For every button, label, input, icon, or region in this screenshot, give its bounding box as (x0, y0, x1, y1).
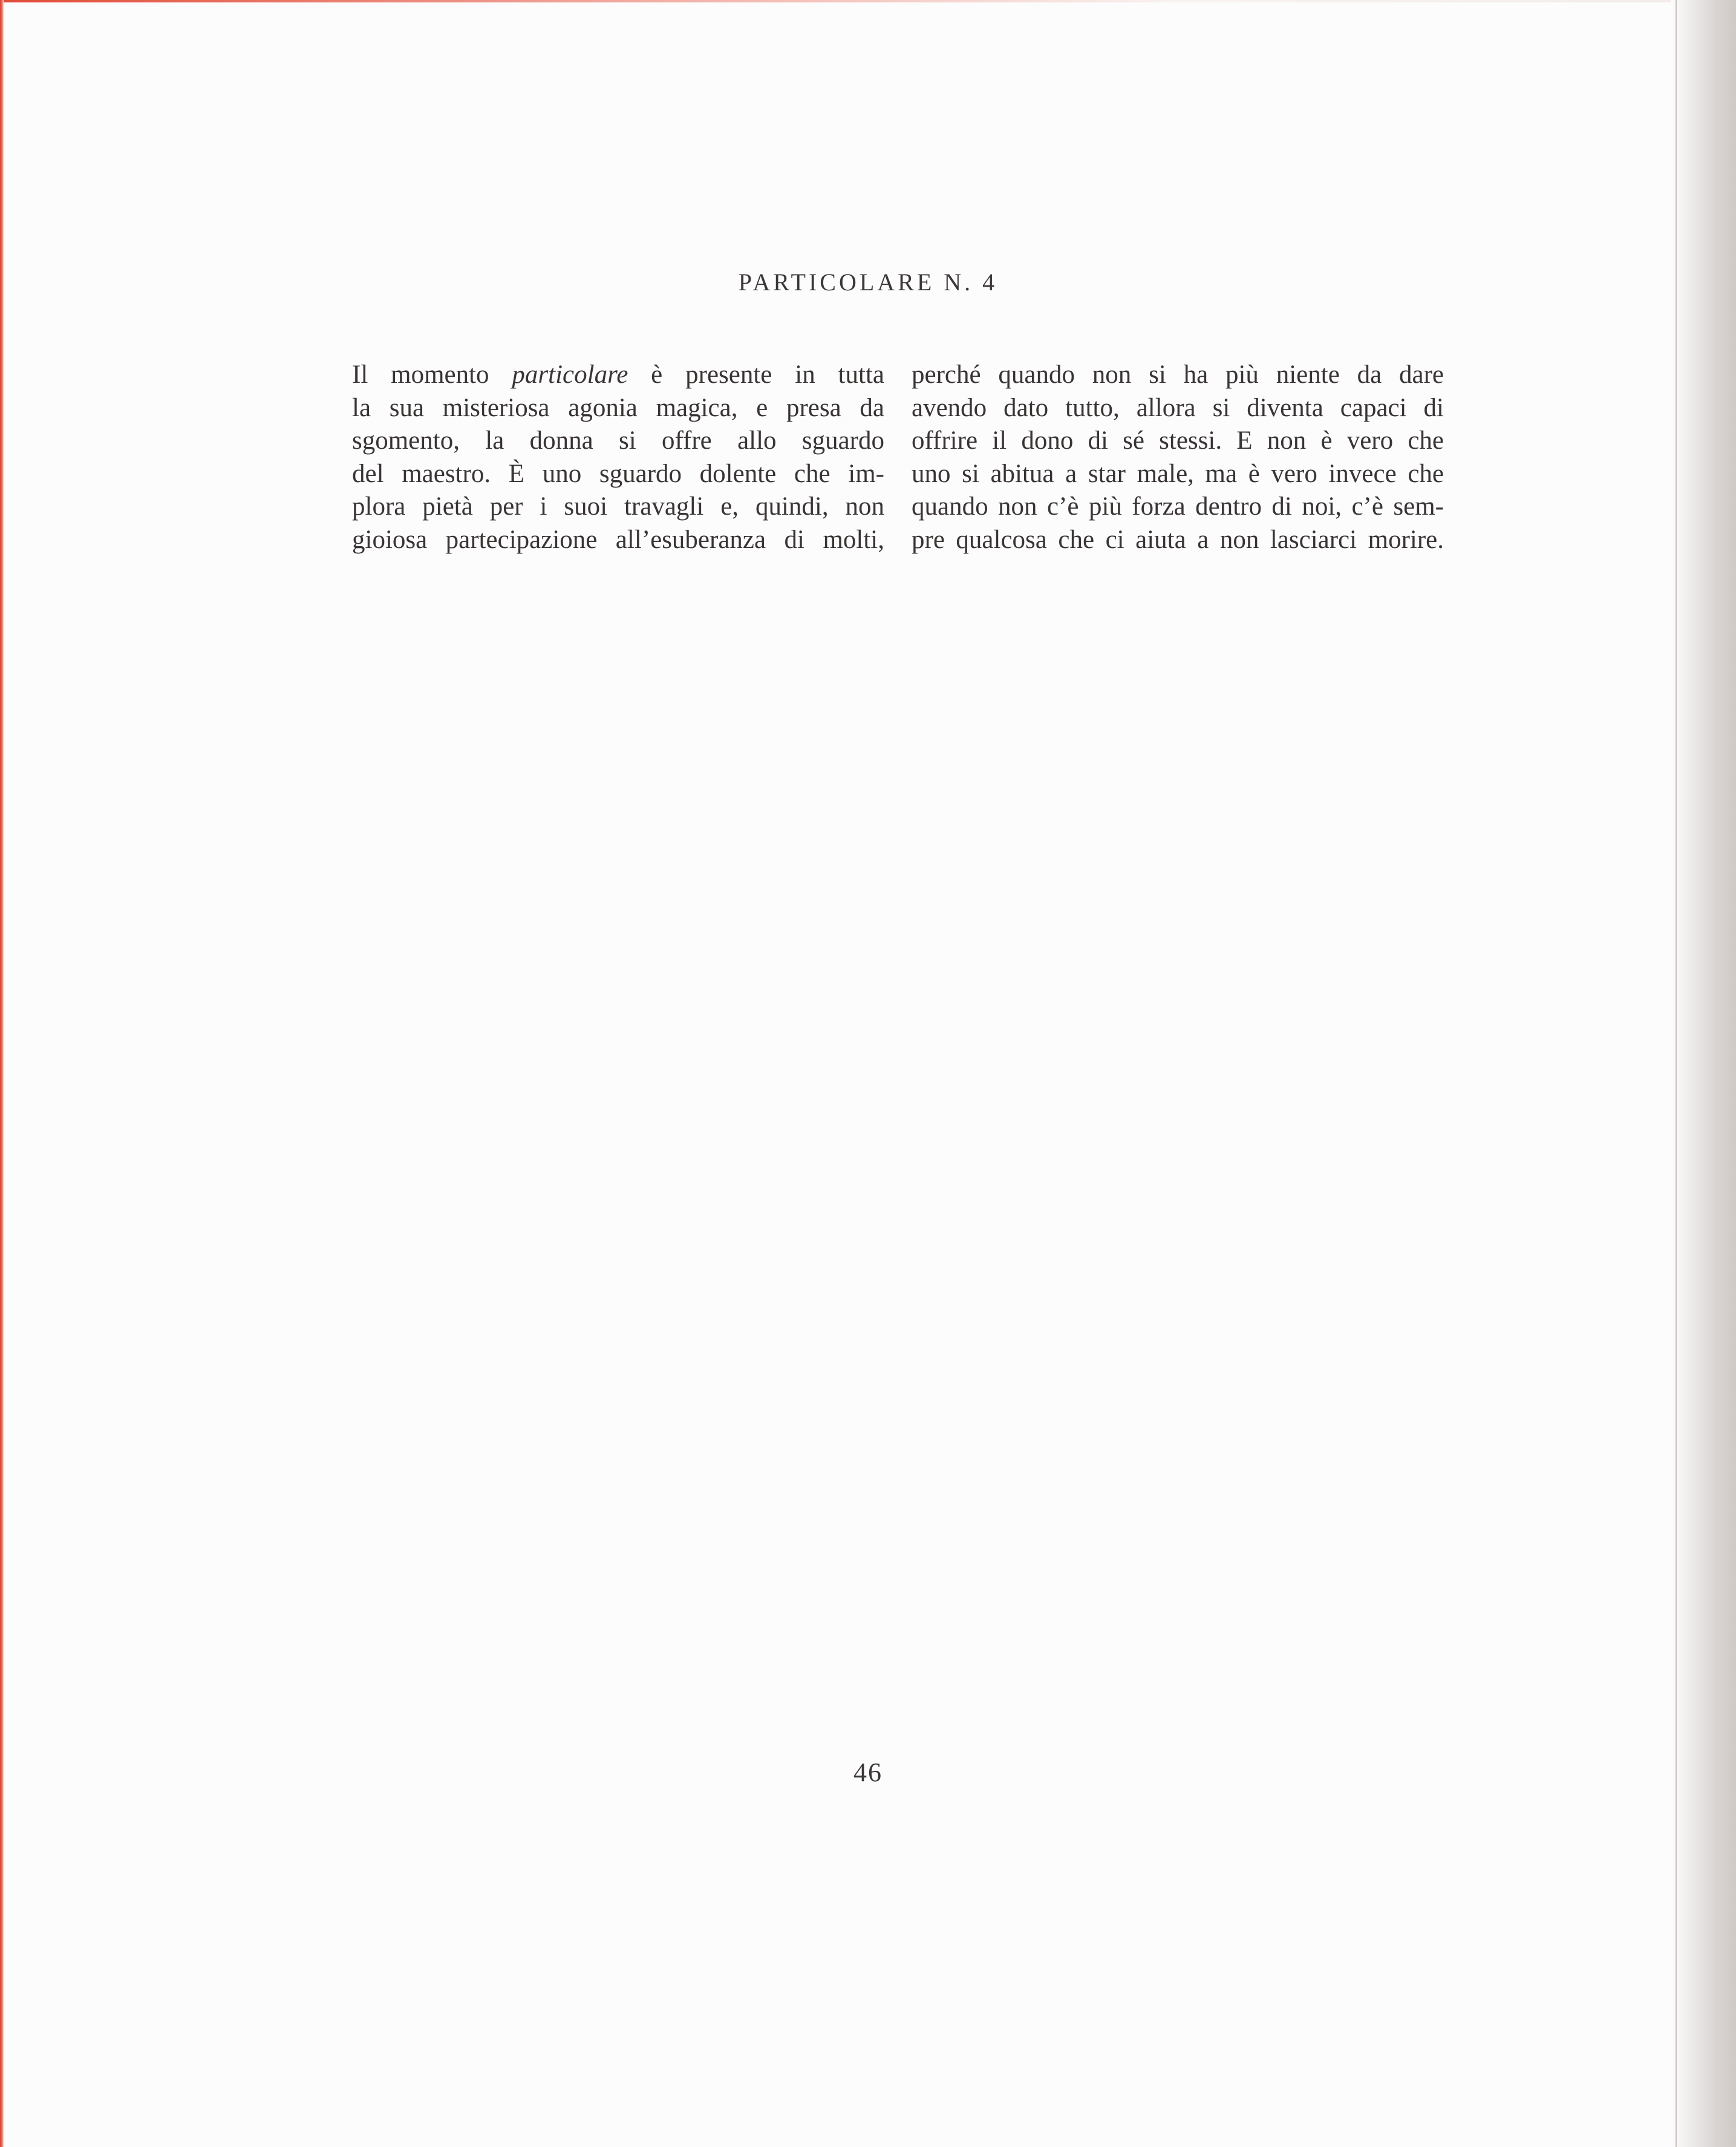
page-number: 46 (853, 1758, 883, 1787)
paragraph-line: quando non c’è più forza dentro di noi, c’è sem- (912, 492, 1444, 521)
paragraph-line: pre qualcosa che ci aiuta a non lasciarci morire. (912, 525, 1444, 554)
cover-edge-top (0, 0, 1676, 2)
paragraph-line: del maestro. È uno sguardo dolente che im- (352, 459, 884, 488)
text-column-left (352, 359, 884, 556)
paragraph-line: uno si abitua a star male, ma è vero invece che (912, 459, 1444, 488)
line-text: Il momento (352, 360, 512, 389)
paragraph-line: avendo dato tutto, allora si diventa capaci di (912, 393, 1444, 422)
cover-edge-left (0, 0, 4, 2147)
paragraph-line: gioiosa partecipazione all’esuberanza di molti, (352, 525, 884, 554)
page-fold-shadow (1671, 0, 1736, 2147)
line-text: è presente in tutta (628, 360, 884, 389)
paragraph-line: offrire il dono di sé stessi. E non è vero che (912, 426, 1444, 455)
section-heading: PARTICOLARE N. 4 (738, 269, 998, 296)
italic-term: particolare (512, 360, 628, 389)
text-column-right (912, 359, 1444, 556)
paragraph-line: la sua misteriosa agonia magica, e presa da (352, 393, 884, 422)
paragraph-line (352, 359, 884, 392)
paragraph-line: perché quando non si ha più niente da dare (912, 360, 1444, 389)
paragraph-line: plora pietà per i suoi travagli e, quindi, non (352, 492, 884, 521)
paragraph-line: sgomento, la donna si offre allo sguardo (352, 426, 884, 455)
page-fold-line (1676, 0, 1677, 2147)
